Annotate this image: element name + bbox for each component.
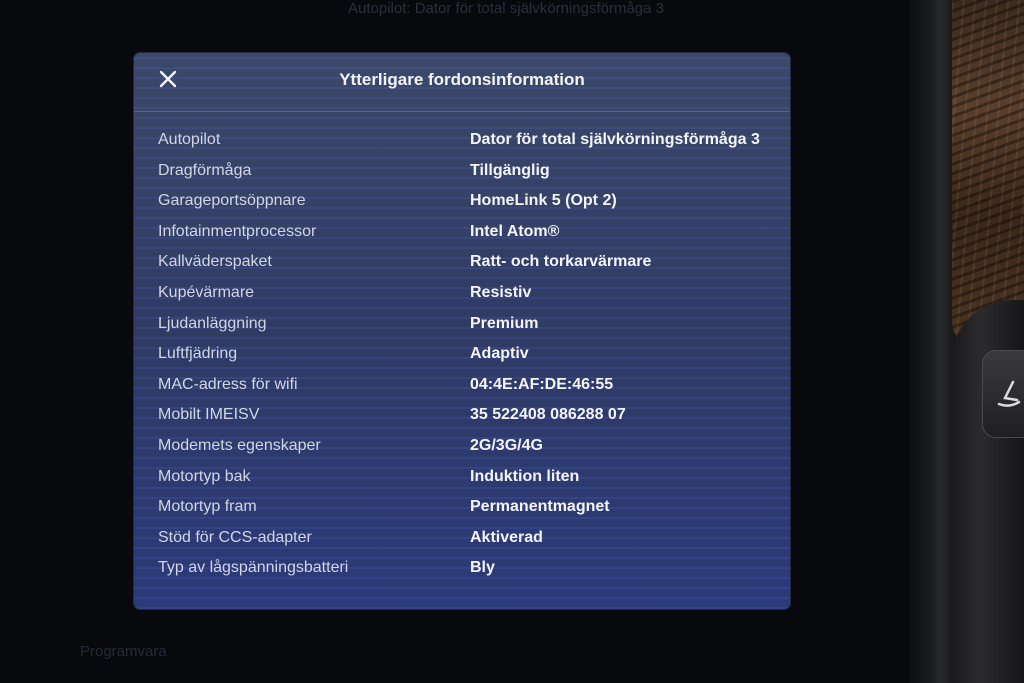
info-key: Stöd för CCS-adapter <box>158 528 312 546</box>
info-row-garage-opener <box>134 188 790 219</box>
info-row-air-suspension <box>134 341 790 372</box>
info-key: Garageportsöppnare <box>158 192 306 210</box>
seat-icon <box>993 378 1024 410</box>
info-key: Typ av lågspänningsbatteri <box>158 559 349 577</box>
info-key: Autopilot <box>158 131 221 148</box>
info-value: 04:4E:AF:DE:46:55 <box>470 375 614 393</box>
modal-header <box>134 53 790 112</box>
info-value: Adaptiv <box>470 345 529 363</box>
info-row-imeisv <box>134 402 790 433</box>
info-value: HomeLink 5 (Opt 2) <box>470 192 617 210</box>
info-key: Kupévärmare <box>158 283 255 301</box>
info-value: Intel Atom® <box>470 222 560 240</box>
info-key: Mobilt IMEISV <box>158 406 260 424</box>
seat-heater-button[interactable] <box>982 350 1024 438</box>
info-row-audio <box>134 311 790 342</box>
background-title: Autopilot: Dator för total självkörningsförmåga 3 <box>348 0 664 17</box>
info-key: MAC-adress för wifi <box>158 375 298 393</box>
info-row-cabin-heater <box>134 280 790 311</box>
info-row-front-motor <box>134 494 790 525</box>
info-key: Infotainmentprocessor <box>158 222 317 240</box>
info-key: Kallväderspaket <box>158 253 272 271</box>
modal-title: Ytterligare fordonsinformation <box>339 70 585 89</box>
info-value: Resistiv <box>470 283 532 301</box>
info-key: Ljudanläggning <box>158 314 267 332</box>
info-row-infotainment <box>134 219 790 250</box>
info-value: Tillgänglig <box>470 161 550 179</box>
info-row-wifi-mac <box>134 372 790 403</box>
info-value: 35 522408 086288 07 <box>470 406 626 424</box>
info-key: Motortyp bak <box>158 467 251 485</box>
info-row-autopilot <box>134 127 790 158</box>
info-row-ccs-adapter <box>134 525 790 556</box>
info-row-lv-battery <box>134 555 790 586</box>
info-value: Dator för total självkörningsförmåga 3 <box>470 131 760 148</box>
info-value: Ratt- och torkarvärmare <box>470 253 652 271</box>
info-row-rear-motor <box>134 464 790 495</box>
vehicle-info-modal <box>134 53 790 609</box>
info-value: Induktion liten <box>470 467 580 485</box>
info-row-cold-weather <box>134 249 790 280</box>
info-row-towing <box>134 158 790 189</box>
info-value: Aktiverad <box>470 528 543 546</box>
info-value: Permanentmagnet <box>470 498 610 516</box>
info-value: Bly <box>470 559 495 577</box>
info-value: 2G/3G/4G <box>470 436 543 454</box>
info-row-modem <box>134 433 790 464</box>
background-footer: Programvara <box>80 643 167 660</box>
info-list <box>134 127 790 586</box>
info-value: Premium <box>470 314 539 332</box>
info-key: Dragförmåga <box>158 161 252 179</box>
info-key: Modemets egenskaper <box>158 436 321 454</box>
info-key: Luftfjädring <box>158 345 238 363</box>
info-key: Motortyp fram <box>158 498 257 516</box>
